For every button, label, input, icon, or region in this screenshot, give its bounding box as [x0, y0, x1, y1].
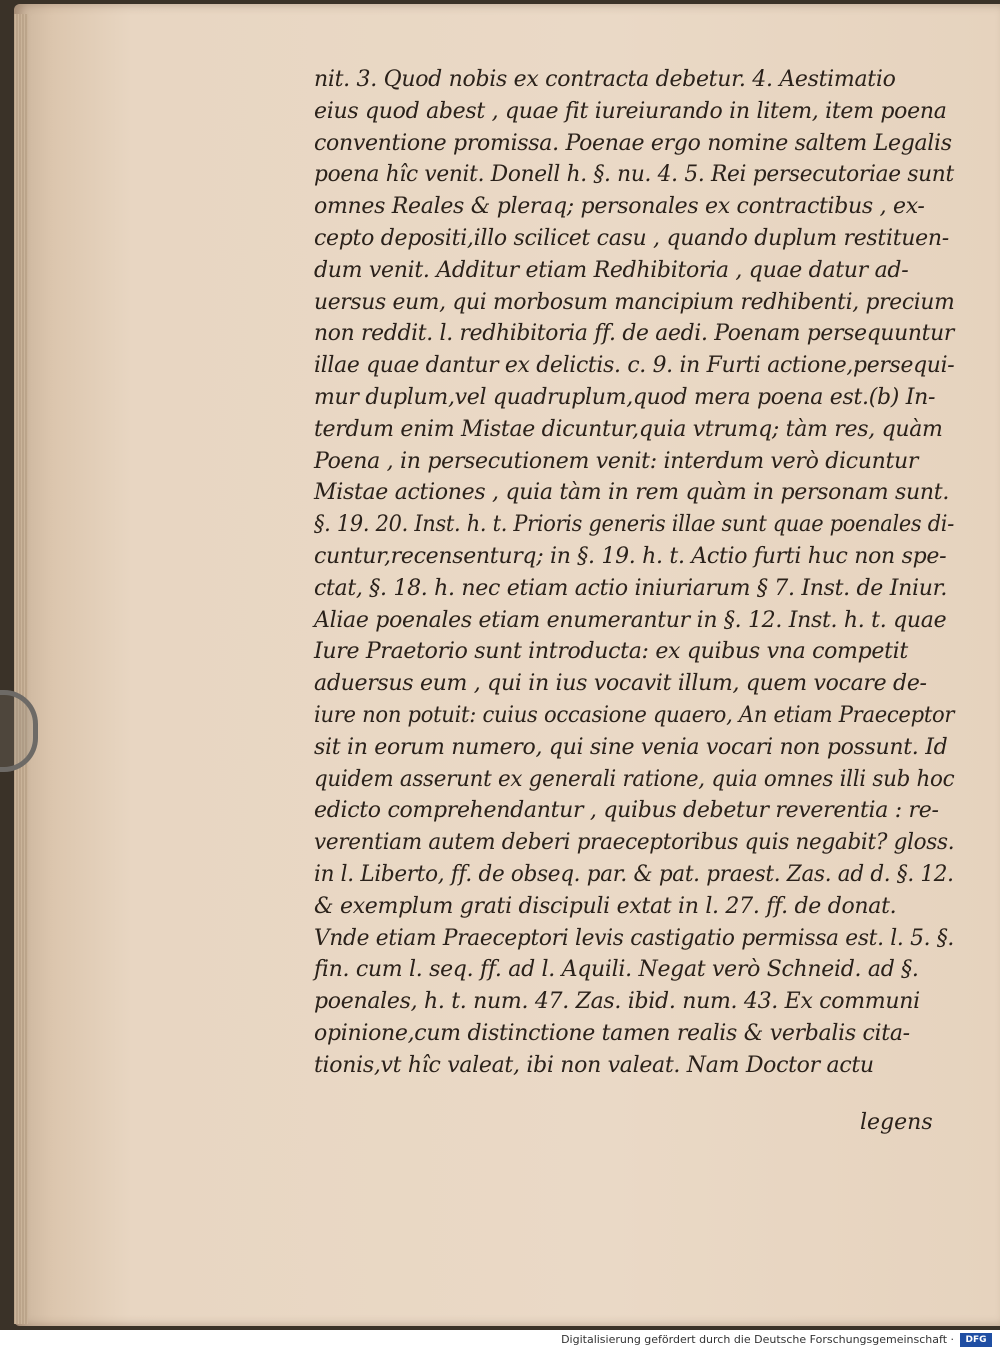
text-line: ctat, §. 18. h. nec etiam actio iniuriarum § 7. Inst. de Iniur.: [314, 575, 948, 601]
text-line: illae quae dantur ex delictis. c. 9. in Furti actione,persequi-: [314, 353, 955, 379]
text-line: poena hîc venit. Donell h. §. nu. 4. 5. Rei persecutoriae sunt: [314, 162, 954, 188]
text-line: non reddit. l. redhibitoria ff. de aedi. Poenam persequuntur: [314, 321, 955, 347]
text-line: sit in eorum numero, qui sine venia vocari non possunt. Id: [314, 734, 948, 760]
catchword: legens: [860, 1110, 933, 1135]
text-line: eius quod abest , quae fit iureiurando in litem, item poena: [314, 98, 947, 124]
text-line: iure non potuit: cuius occasione quaero, An etiam Praeceptor: [314, 702, 955, 728]
text-line: terdum enim Mistae dicuntur,quia vtrumq; tàm res, quàm: [314, 416, 943, 442]
text-line: cepto depositi,illo scilicet casu , quando duplum restituen-: [314, 225, 949, 251]
text-line: nit. 3. Quod nobis ex contracta debetur. 4. Aestimatio: [314, 67, 896, 92]
text-line: Poena , in persecutionem venit: interdum verò dicuntur: [314, 448, 919, 474]
text-line: Vnde etiam Praeceptori levis castigatio permissa est. l. 5. §.: [314, 925, 954, 951]
text-line: quidem asserunt ex generali ratione, quia omnes illi sub hoc: [314, 766, 955, 792]
text-line: tionis,vt hîc valeat, ibi non valeat. Nam Doctor actu: [314, 1052, 874, 1078]
text-line: mur duplum,vel quadruplum,quod mera poena est.(b) In-: [314, 384, 936, 410]
text-line: §. 19. 20. Inst. h. t. Prioris generis illae sunt quae poenales di-: [314, 512, 954, 538]
text-line: conventione promissa. Poenae ergo nomine saltem Legalis: [314, 130, 952, 156]
text-line: in l. Liberto, ff. de obseq. par. & pat. praest. Zas. ad d. §. 12.: [314, 861, 954, 887]
page-edges: [14, 14, 28, 1324]
body-text: [314, 64, 954, 1082]
text-line: Mistae actiones , quia tàm in rem quàm in personam sunt.: [314, 480, 950, 506]
text-line: fin. cum l. seq. ff. ad l. Aquili. Negat verò Schneid. ad §.: [314, 957, 919, 983]
dfg-logo: DFG: [960, 1333, 992, 1347]
text-line: dum venit. Additur etiam Redhibitoria , quae datur ad-: [314, 257, 909, 283]
text-line: cuntur,recensenturq; in §. 19. h. t. Actio furti huc non spe-: [314, 543, 947, 569]
text-line: omnes Reales & pleraq; personales ex contractibus , ex-: [314, 194, 925, 220]
text-line: & exemplum grati discipuli extat in l. 27. ff. de donat.: [314, 893, 897, 919]
text-line: edicto comprehendantur , quibus debetur reverentia : re-: [314, 798, 939, 824]
text-line: aduersus eum , qui in ius vocavit illum, quem vocare de-: [314, 671, 927, 697]
text-line: Iure Praetorio sunt introducta: ex quibus vna competit: [314, 639, 908, 665]
funding-credit: Digitalisierung gefördert durch die Deutsche Forschungsgemeinschaft ·: [561, 1333, 954, 1346]
text-line: opinione,cum distinctione tamen realis & verbalis cita-: [314, 1020, 910, 1046]
text-line: poenales, h. t. num. 47. Zas. ibid. num. 43. Ex communi: [314, 989, 920, 1015]
text-line: verentiam autem deberi praeceptoribus quis negabit? gloss.: [314, 830, 955, 856]
book-page: [14, 4, 1000, 1326]
text-line: uersus eum, qui morbosum mancipium redhibenti, precium: [314, 289, 955, 315]
text-line: Aliae poenales etiam enumerantur in §. 12. Inst. h. t. quae: [314, 607, 947, 633]
footer-bar: [0, 1330, 1000, 1351]
